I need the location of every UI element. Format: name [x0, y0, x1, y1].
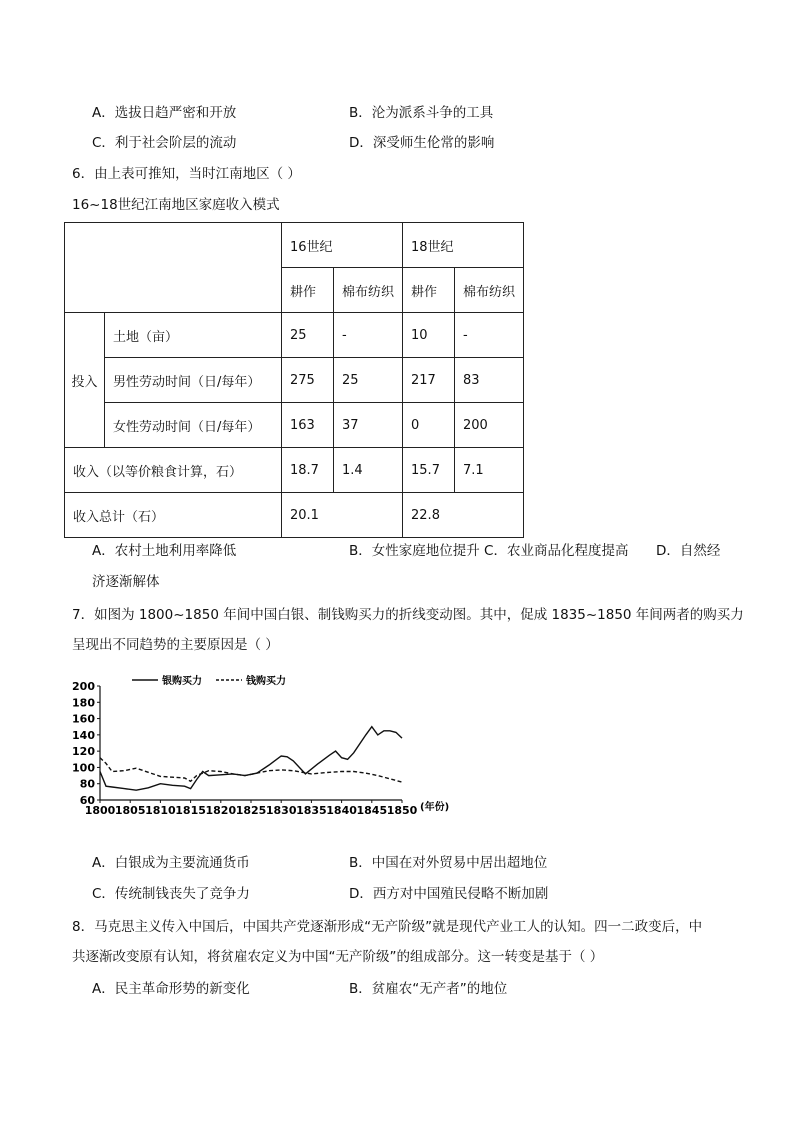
row-label-income: 收入（以等价粮食计算，石）	[65, 448, 282, 493]
q6-stem: 6．由上表可推知，当时江南地区（ ）	[72, 166, 301, 182]
q8-option-a: A．民主革命形势的新变化	[92, 981, 250, 997]
series-line-silver	[100, 727, 402, 791]
subheader-textile-18: 棉布纺织	[455, 268, 524, 313]
cell: 217	[403, 358, 455, 403]
subheader-farming-18: 耕作	[403, 268, 455, 313]
row-label-total: 收入总计（石）	[65, 493, 282, 538]
q7-option-c: C．传统制钱丧失了竞争力	[92, 886, 250, 902]
cell: 0	[403, 403, 455, 448]
table-corner	[65, 223, 282, 313]
y-tick-label: 120	[72, 745, 95, 759]
cell: 20.1	[282, 493, 403, 538]
x-tick-label: 1805	[114, 804, 146, 817]
subheader-textile-16: 棉布纺织	[334, 268, 403, 313]
q8-stem-line2: 共逐渐改变原有认知，将贫雇农定义为中国“无产阶级”的组成部分。这一转变是基于（ ）	[72, 949, 604, 965]
q6-option-bc: B．女性家庭地位提升 C．农业商品化程度提高	[349, 543, 629, 559]
cell: 18.7	[282, 448, 334, 493]
chart-axes	[97, 686, 402, 803]
purchasing-power-chart	[70, 668, 460, 828]
q7-option-a: A．白银成为主要流通货币	[92, 855, 250, 871]
x-tick-label: 1840	[326, 804, 357, 817]
cell: 200	[455, 403, 524, 448]
q8-stem-line1: 8．马克思主义传入中国后，中国共产党逐渐形成“无产阶级”就是现代产业工人的认知。四一二政变后，中	[72, 919, 703, 935]
y-tick-label: 140	[72, 728, 95, 742]
cell: 15.7	[403, 448, 455, 493]
y-tick-label: 60	[79, 794, 95, 807]
q5-option-c: C．利于社会阶层的流动	[92, 135, 237, 151]
cell: 1.4	[334, 448, 403, 493]
cell: 25	[334, 358, 403, 403]
x-unit-label: (年份)	[420, 802, 450, 813]
x-tick-label: 1800	[84, 804, 116, 817]
q8-option-b: B．贫雇农“无产者”的地位	[349, 981, 508, 997]
y-tick-label: 200	[72, 680, 95, 693]
series-line-copper	[100, 758, 402, 782]
series-lines	[100, 727, 402, 791]
x-tick-label: 1845	[356, 804, 388, 817]
income-table	[64, 222, 524, 538]
cell: -	[455, 313, 524, 358]
legend-label: 钱购买力	[246, 676, 286, 687]
cell: 83	[455, 358, 524, 403]
y-tick-label: 160	[72, 712, 95, 726]
cell: 10	[403, 313, 455, 358]
x-tick-label: 1810	[145, 804, 176, 817]
x-tick-label: 1825	[235, 804, 267, 817]
q7-stem-line1: 7．如图为 1800~1850 年间中国白银、制钱购买力的折线变动图。其中，促成 1835~1850 年间两者的购买力	[72, 607, 744, 623]
x-tick-label: 1835	[296, 804, 327, 817]
q7-option-b: B．中国在对外贸易中居出超地位	[349, 855, 548, 871]
q5-option-b: B．沦为派系斗争的工具	[349, 105, 494, 121]
subheader-farming-16: 耕作	[282, 268, 334, 313]
x-tick-label: 1815	[175, 804, 206, 817]
q7-option-d: D．西方对中国殖民侵略不断加剧	[349, 886, 549, 902]
x-tick-label: 1850	[386, 804, 418, 817]
chart-legend	[132, 674, 286, 687]
row-label-land: 土地（亩）	[105, 313, 282, 358]
cell: 7.1	[455, 448, 524, 493]
x-tick-label: 1830	[265, 804, 297, 817]
y-tick-labels	[72, 680, 95, 807]
q5-option-d: D．深受师生伦常的影响	[349, 135, 495, 151]
row-label-male-labor: 男性劳动时间（日/每年）	[105, 358, 282, 403]
header-18th-century: 18世纪	[403, 223, 524, 268]
input-label: 投入	[65, 313, 105, 448]
cell: 25	[282, 313, 334, 358]
cell: 275	[282, 358, 334, 403]
q5-option-a: A．选拔日趋严密和开放	[92, 105, 237, 121]
x-tick-label: 1820	[205, 804, 237, 817]
q6-option-d-cont: 济逐渐解体	[92, 574, 160, 590]
cell: -	[334, 313, 403, 358]
cell: 163	[282, 403, 334, 448]
q6-option-a: A．农村土地利用率降低	[92, 543, 237, 559]
y-tick-label: 180	[72, 696, 95, 710]
q6-table-title: 16~18世纪江南地区家庭收入模式	[72, 197, 280, 213]
cell: 22.8	[403, 493, 524, 538]
legend-label: 银购买力	[162, 676, 202, 687]
cell: 37	[334, 403, 403, 448]
row-label-female-labor: 女性劳动时间（日/每年）	[105, 403, 282, 448]
y-tick-label: 100	[72, 761, 95, 775]
q7-stem-line2: 呈现出不同趋势的主要原因是（ ）	[72, 637, 279, 653]
y-tick-label: 80	[79, 777, 95, 791]
q6-option-d: D．自然经	[656, 543, 721, 559]
header-16th-century: 16世纪	[282, 223, 403, 268]
x-tick-labels	[85, 804, 418, 817]
